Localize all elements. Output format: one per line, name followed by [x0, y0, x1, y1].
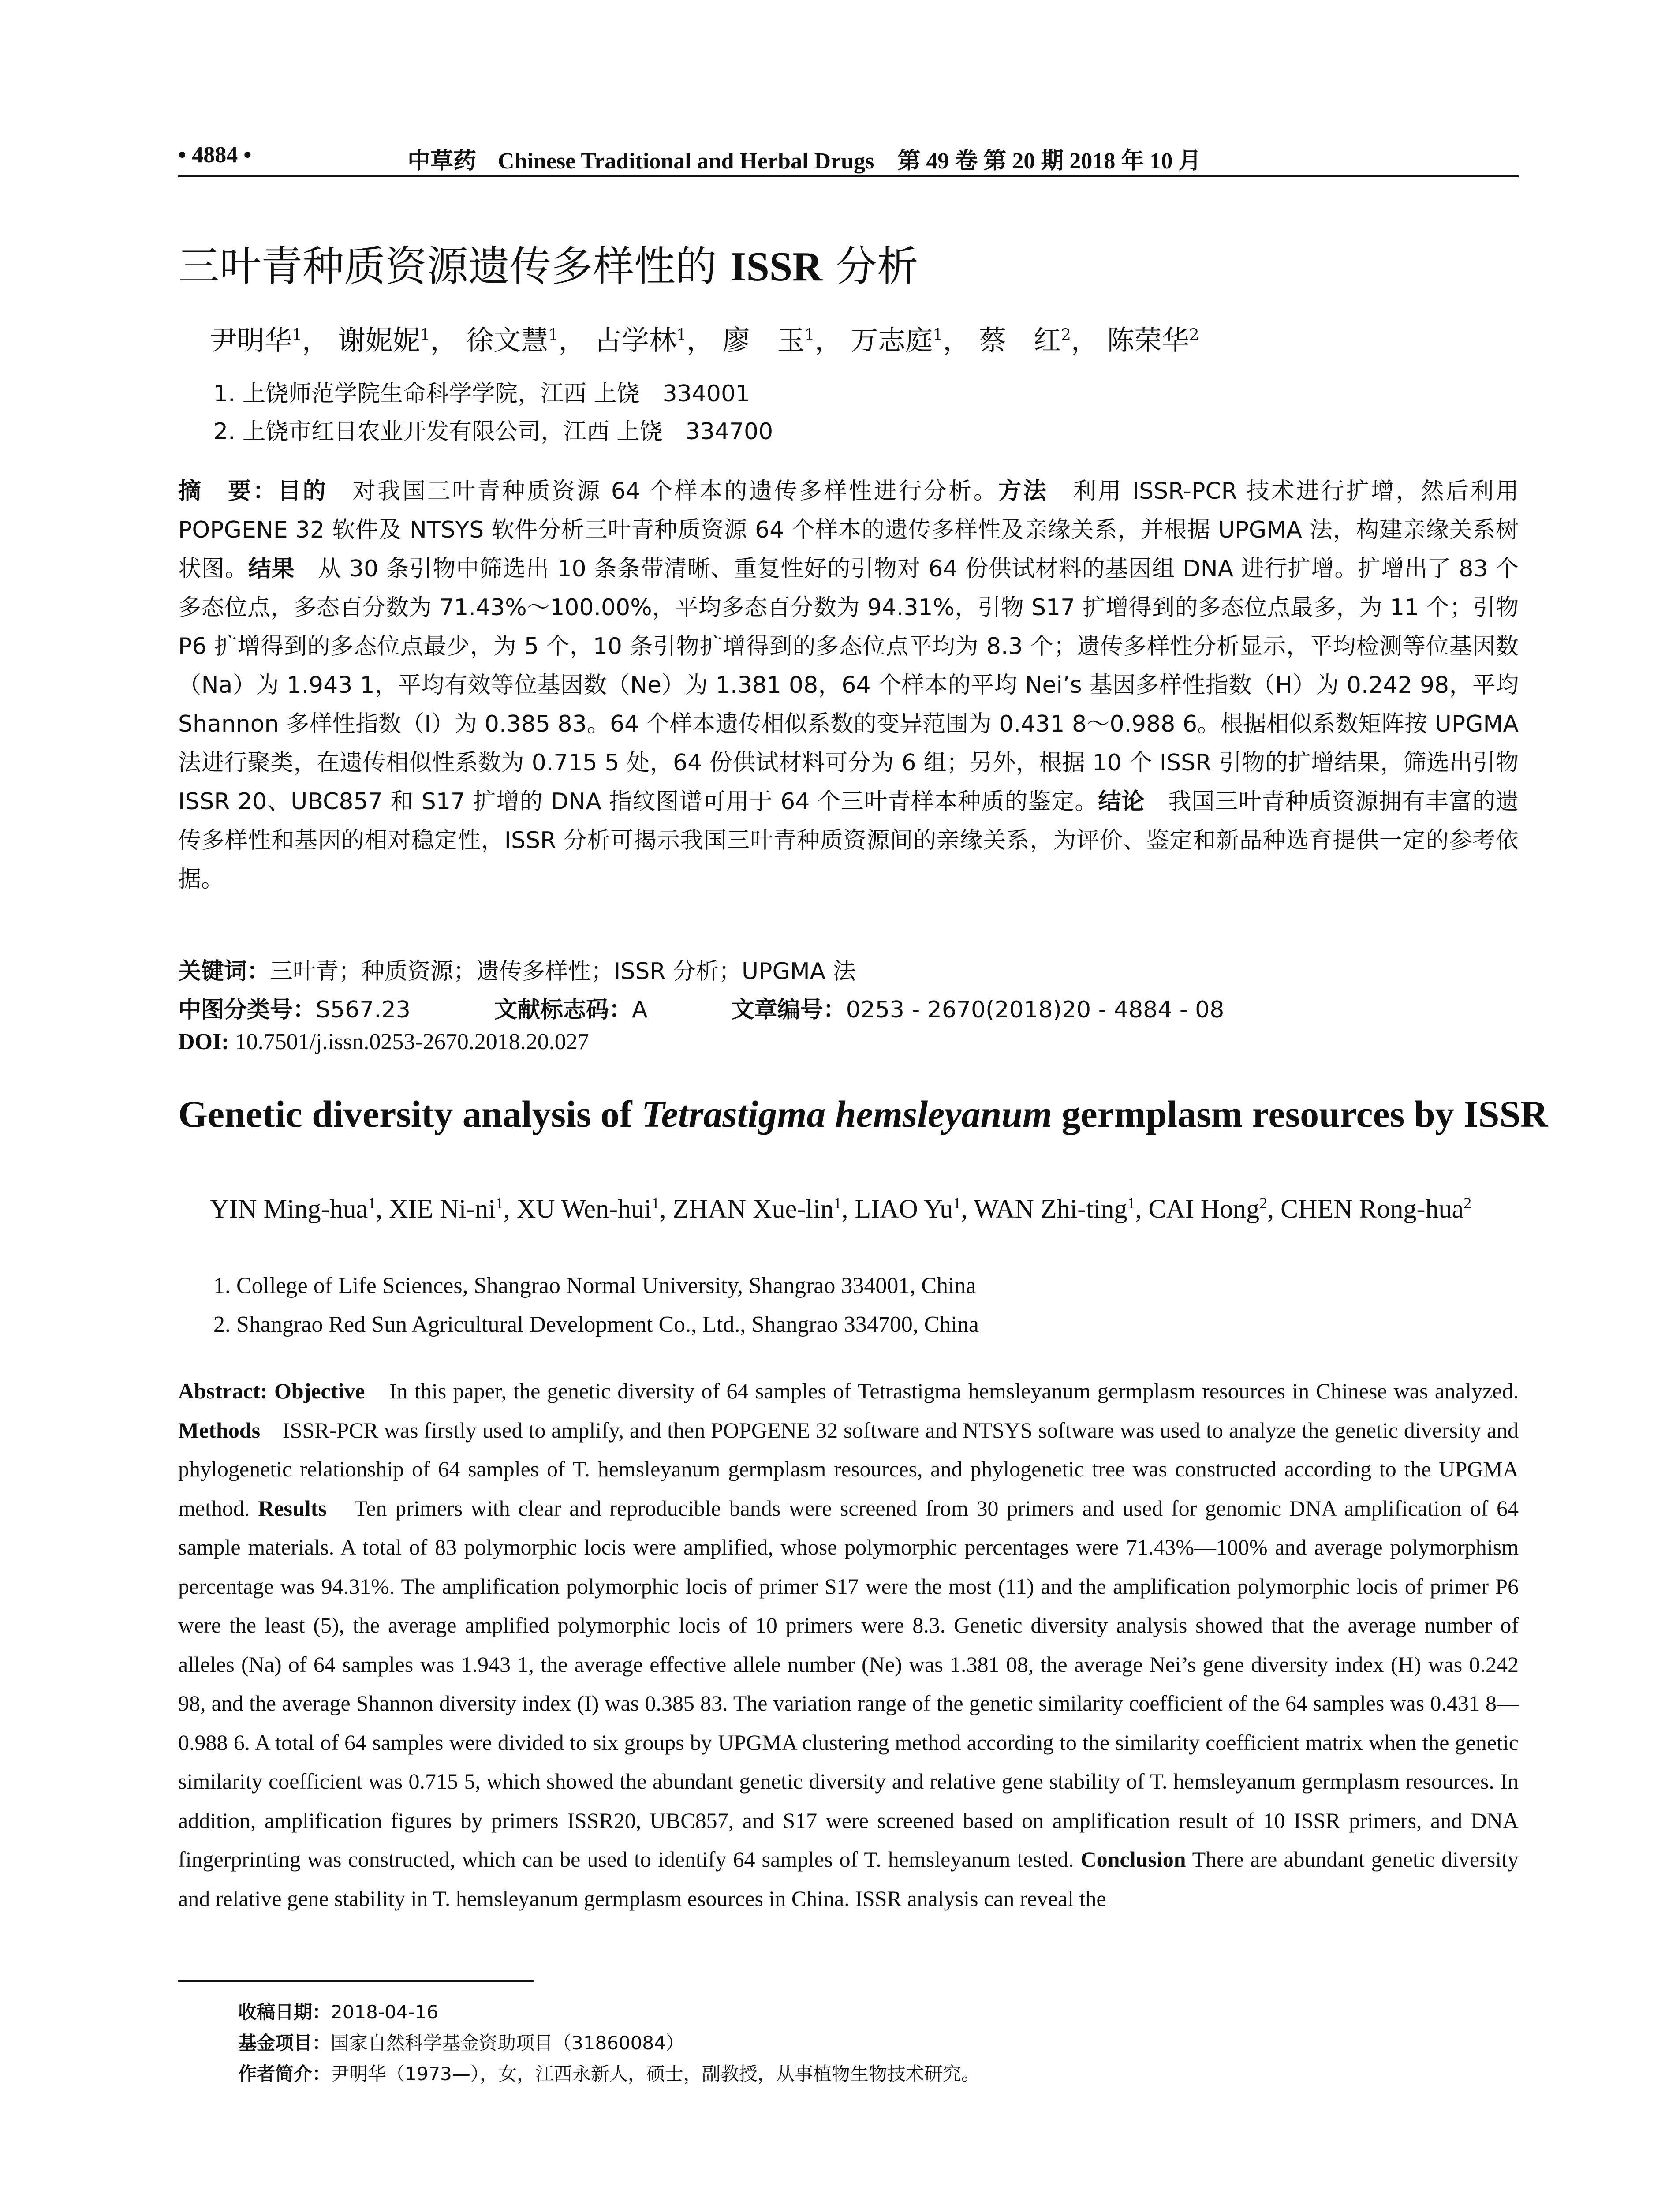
objective-text-cn: 对我国三叶青种质资源 64 个样本的遗传多样性进行分析。	[328, 478, 999, 505]
footnote-rule	[178, 1980, 534, 1982]
author-en: XU Wen-hui$^1$,	[516, 1194, 673, 1223]
affiliation-en-1: 1. College of Life Sciences, Shangrao Normal University, Shangrao 334001, China	[213, 1273, 976, 1298]
journal-issue: 第 49 卷 第 20 期 2018 年 10 月	[897, 149, 1202, 174]
author-en: XIE $Ni-ni^1$,	[389, 1194, 517, 1223]
article-title-en: Genetic diversity analysis of Tetrastigma hemsleyanum germplasm resources by ISSR	[178, 1093, 1548, 1135]
conclusion-label-en: Conclusion	[1080, 1847, 1186, 1872]
results-text-en: Ten primers with clear and reproducible bands were screened from 30 primers and used for genomic DNA amplification of 64 sample materials. A total of 83 polymorphic locis were amplified, whose polymorphic percentages were 71.43%—100% and average polymorphism percentage was 94.31%. The amplification polymorphic locis of primer S17 were the most (11) and the amplification polymorphic locis of primer P6 were the least (5), the average amplified polymorphic locis of 10 primers were 8.3. Genetic diversity analysis showed that the average number of alleles (Na) of 64 samples was 1.943 1, the average effective allele number (Ne) was 1.381 08, the average Nei’s gene diversity index (H) was 0.242 98, and the average Shannon diversity index (I) was 0.385 83. The variation range of the genetic similarity coefficient of the 64 samples was 0.431 8—0.988 6. A total of 64 samples were divided to six groups by UPGMA clustering method according to the similarity coefficient matrix when the genetic similarity coefficient was 0.715 5, which showed the abundant genetic diversity and relative gene stability of T. hemsleyanum germplasm resources. In addition, amplification figures by primers ISSR20, UBC857, and S17 were screened based on amplification result of 10 ISSR primers, and DNA fingerprinting was constructed, which can be used to identify 64 samples of T. hemsleyanum tested.	[178, 1495, 1519, 1872]
author-en: CHEN Rong-hua$^2$	[1281, 1194, 1472, 1223]
methods-text-en: ISSR-PCR was firstly used to amplify, and then POPGENE 32 software and NTSYS software was used to analyze the genetic diversity and phylogenetic relationship of 64 samples of T. hemsleyanum germplasm resources, and phylogenetic tree was constructed according to the UPGMA method.	[178, 1417, 1519, 1521]
running-header	[178, 142, 1519, 173]
affiliation-en-2: 2. Shangrao Red Sun Agricultural Development Co., Ltd., Shangrao 334700, China	[213, 1312, 979, 1337]
journal-title-cn: 中草药	[407, 148, 477, 174]
author-cn: 徐文慧$^1$，	[466, 324, 586, 356]
author-list-en	[210, 1183, 1519, 1229]
article-number-label: 文章编号：	[731, 997, 846, 1023]
keywords-cn: 关键词：三叶青；种质资源；遗传多样性；ISSR 分析；UPGMA 法	[178, 958, 856, 985]
author-cn: 占学林$^1$，	[594, 324, 714, 356]
article-title-cn	[178, 233, 918, 292]
conclusion-label-cn: 结论	[1098, 789, 1145, 815]
author-en: ZHAN Xue-lin$^1$,	[672, 1194, 855, 1223]
author-en: YIN Ming-hua$^1$,	[210, 1194, 389, 1223]
conclusion-text-en: There are abundant genetic diversity and relative gene stability in T. hemsleyanum germplasm esources in China. ISSR analysis can reveal the	[178, 1847, 1519, 1911]
methods-label-cn: 方法	[998, 478, 1049, 505]
author-cn: 蔡 红$^2$，	[978, 324, 1098, 356]
title-cn-part: 分析	[822, 243, 918, 291]
conclusion-text-cn: 我国三叶青种质资源拥有丰富的遗传多样性和基因的相对稳定性，ISSR 分析可揭示我国三叶青种质资源间的亲缘关系，为评价、鉴定和新品种选育提供一定的参考依据。	[178, 789, 1519, 893]
affiliation-cn-2: 2. 上饶市红日农业开发有限公司，江西 上饶 334700	[213, 419, 773, 445]
author-en: WAN Zhi-ting$^1$,	[974, 1194, 1149, 1223]
results-label-cn: 结果	[248, 556, 295, 582]
abstract-cn	[178, 472, 1519, 899]
journal-title-en: Chinese Traditional and Herbal Drugs	[498, 149, 874, 174]
doc-code-value: A	[632, 997, 648, 1023]
footnote-funding: 基金项目：国家自然科学基金资助项目（31860084）	[238, 2032, 684, 2054]
author-en: CAI Hong$^2$,	[1148, 1194, 1281, 1223]
footnote-author-bio: 作者简介：尹明华（1973—），女，江西永新人，硕士，副教授，从事植物生物技术研究。	[238, 2063, 980, 2085]
methods-label-en: Methods	[178, 1417, 261, 1443]
author-cn: 陈荣华$^2$	[1107, 324, 1199, 356]
objective-label-cn: 目的	[278, 478, 328, 505]
affiliation-cn-1: 1. 上饶师范学院生命科学学院，江西 上饶 334001	[213, 381, 750, 407]
doi-line	[178, 1029, 589, 1055]
author-cn: 廖 玉$^1$，	[722, 324, 842, 356]
classification-line	[178, 991, 1224, 1024]
abstract-en	[178, 1372, 1519, 1918]
objective-text-en: In this paper, the genetic diversity of 64 samples of Tetrastigma hemsleyanum germplasm resources in Chinese was analyzed.	[365, 1379, 1519, 1403]
journal-title	[407, 142, 1201, 175]
clc-label: 中图分类号：	[178, 997, 316, 1023]
author-cn: 谢妮妮$^1$，	[338, 324, 458, 356]
author-cn: 尹明华$^1$，	[210, 324, 329, 356]
species-name: Tetrastigma hemsleyanum	[642, 1093, 1052, 1135]
author-en: LIAO Yu$^1$,	[855, 1194, 974, 1223]
clc-value: S567.23	[316, 997, 411, 1023]
abstract-cn-label: 摘 要：	[178, 478, 278, 505]
results-text-cn: 从 30 条引物中筛选出 10 条条带清晰、重复性好的引物对 64 份供试材料的基因组 DNA 进行扩增。扩增出了 83 个多态位点，多态百分数为 71.43%～100.00%，平均多态百分数为 94.31%，引物 S17 扩增得到的多态位点最多，为 11 个；引物 P6 扩增得到的多态位点最少，为 5 个，10 条引物扩增得到的多态位点平均为 8.3 个；遗传多样性分析显示，平均检测等位基因数（Na）为 1.943 1，平均有效等位基因数（Ne）为 1.381 08，64 个样本的平均 Nei’s 基因多样性指数（H）为 0.242 98，平均 Shannon 多样性指数（I）为 0.385 83。64 个样本遗传相似系数的变异范围为 0.431 8～0.988 6。根据相似系数矩阵按 UPGMA 法进行聚类，在遗传相似性系数为 0.715 5 处，64 份供试材料可分为 6 组；另外，根据 10 个 ISSR 引物的扩增结果，筛选出引物 ISSR 20、UBC857 和 S17 扩增的 DNA 指纹图谱可用于 64 个三叶青样本种质的鉴定。	[178, 556, 1519, 815]
footnote-received: 收稿日期：2018-04-16	[238, 2001, 439, 2023]
header-rule	[178, 175, 1519, 177]
title-cn-bold: ISSR	[730, 244, 822, 290]
page-number: • 4884 •	[178, 142, 252, 168]
abstract-en-label: Abstract: Objective	[178, 1379, 365, 1403]
doi-label: DOI:	[178, 1029, 229, 1054]
author-list-cn	[210, 318, 1199, 358]
title-cn-part: 三叶青种质资源遗传多样性的	[178, 243, 730, 291]
doi-value: 10.7501/j.issn.0253-2670.2018.20.027	[229, 1029, 589, 1054]
methods-text-cn: 利用 ISSR-PCR 技术进行扩增，然后利用 POPGENE 32 软件及 NTSYS 软件分析三叶青种质资源 64 个样本的遗传多样性及亲缘关系，并根据 UPGMA 法，构建亲缘关系树状图。	[178, 478, 1519, 582]
doc-code-label: 文献标志码：	[494, 997, 632, 1023]
results-label-en: Results	[258, 1495, 327, 1521]
article-number-value: 0253 - 2670(2018)20 - 4884 - 08	[846, 997, 1225, 1023]
author-cn: 万志庭$^1$，	[851, 324, 971, 356]
